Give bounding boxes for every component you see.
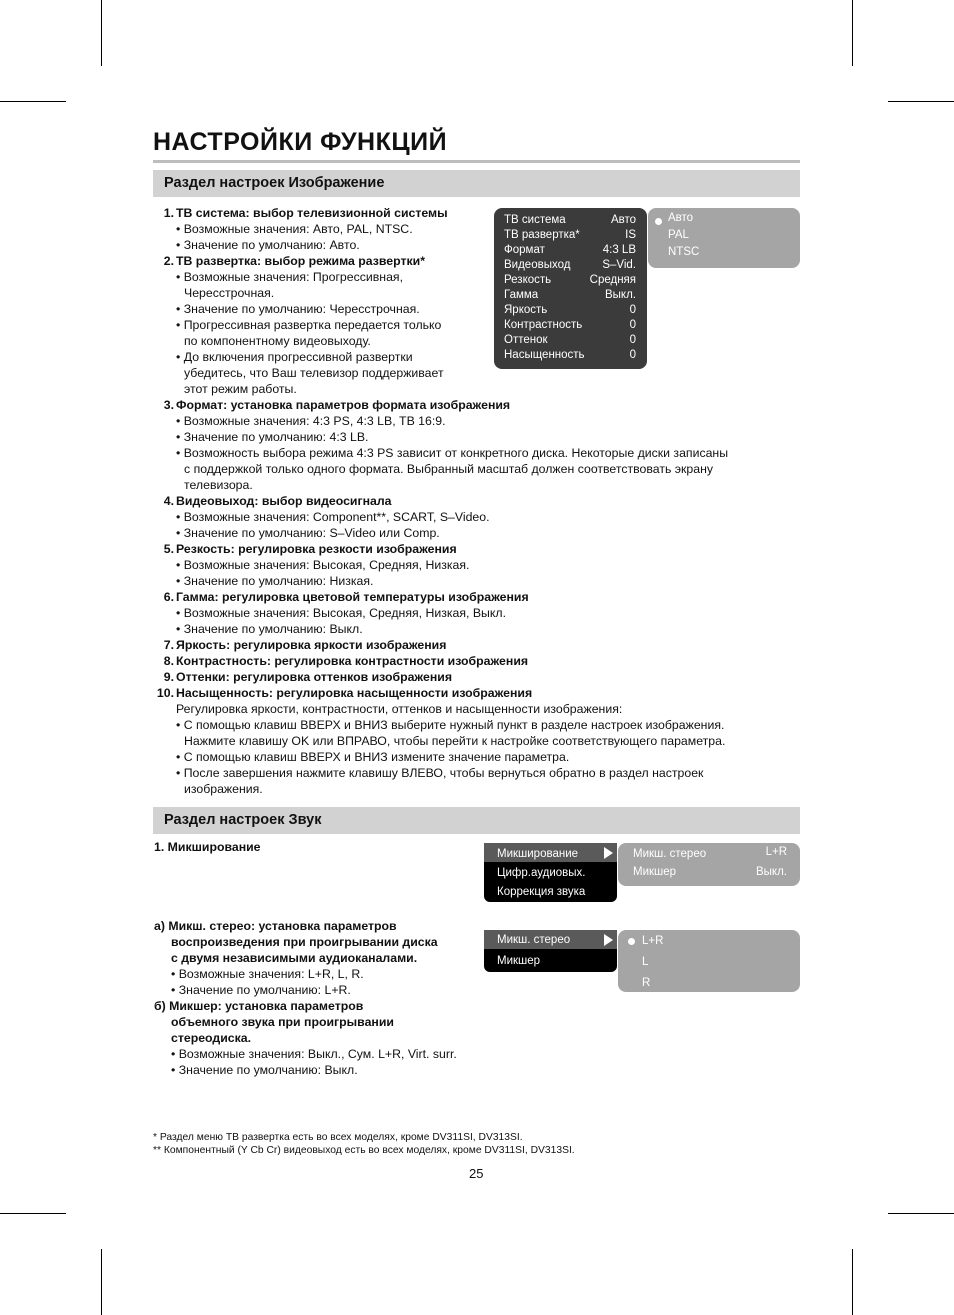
menu-item: Микш. стерео — [497, 934, 571, 946]
menu-row-value: 0 — [629, 334, 636, 346]
sound-item-line: • Значение по умолчанию: L+R. — [171, 983, 351, 997]
item-number: 3. — [163, 398, 174, 412]
item-title: ТВ развертка: выбор режима развертки* — [176, 254, 426, 268]
image-settings-menu — [494, 208, 647, 369]
item-number: 2. — [163, 254, 174, 268]
submenu-value: Выкл. — [755, 866, 787, 878]
menu-row — [504, 289, 636, 304]
menu-row — [504, 334, 636, 349]
crop-mark — [0, 1213, 66, 1214]
selected-dot-icon — [628, 938, 635, 945]
crop-mark — [852, 1249, 853, 1315]
option-item: PAL — [668, 229, 689, 241]
option-item: L — [642, 956, 649, 968]
option-item: L+R — [642, 935, 664, 947]
stereo-mix-options — [618, 930, 800, 992]
image-section-header — [153, 170, 800, 197]
item-line: • Прогрессивная развертка передается только — [176, 318, 442, 332]
selected-dot-icon — [655, 218, 662, 225]
item-title: Формат: установка параметров формата изображения — [176, 398, 511, 412]
menu-item: Микшер — [497, 955, 541, 967]
sound-section-heading: Раздел настроек Звук — [164, 812, 322, 828]
crop-mark — [101, 0, 102, 66]
item-title: Насыщенность: регулировка насыщенности изображения — [176, 686, 533, 700]
crop-mark — [0, 101, 66, 102]
item-number: 7. — [163, 638, 174, 652]
item-number: 5. — [163, 542, 174, 556]
menu-row-value: 0 — [629, 319, 636, 331]
menu-row-value: IS — [625, 229, 636, 241]
item-title: ТВ система: выбор телевизионной системы — [176, 206, 448, 220]
menu-row — [504, 349, 636, 364]
menu-item: Цифр.аудиовых. — [497, 867, 586, 879]
page-number: 25 — [469, 1166, 484, 1181]
item-line: • Возможные значения: Высокая, Средняя, Низкая. — [176, 558, 470, 572]
image-section-heading: Раздел настроек Изображение — [164, 175, 385, 191]
sound-item-title: стереодиска. — [171, 1031, 252, 1045]
menu-row — [504, 214, 636, 229]
footnote-1: * Раздел меню ТВ развертка есть во всех моделях, кроме DV311SI, DV313SI. — [153, 1132, 523, 1143]
menu-row-label: Резкость — [504, 274, 552, 286]
option-item: Авто — [668, 212, 694, 224]
item-line: • Значение по умолчанию: Низкая. — [176, 574, 374, 588]
sound-item-title: объемного звука при проигрывании — [171, 1015, 394, 1029]
item-line: • Значение по умолчанию: Авто. — [176, 238, 360, 252]
submenu-row — [633, 846, 787, 861]
menu-row-label: Видеовыход — [504, 259, 571, 271]
menu-row — [504, 304, 636, 319]
menu-row — [504, 259, 636, 274]
menu-row — [504, 319, 636, 334]
item-line: по компонентному видеовыходу. — [184, 334, 371, 348]
item-title: Резкость: регулировка резкости изображения — [176, 542, 457, 556]
menu-row — [504, 229, 636, 244]
menu-row-label: Формат — [504, 244, 545, 256]
item-line: убедитесь, что Ваш телевизор поддерживает — [184, 366, 444, 380]
crop-mark — [888, 101, 954, 102]
arrow-right-icon — [604, 847, 613, 859]
item-line: • Значение по умолчанию: S–Video или Comp. — [176, 526, 440, 540]
arrow-right-icon — [604, 934, 613, 946]
item-line: изображения. — [184, 782, 263, 796]
menu-row-value: 0 — [629, 304, 636, 316]
footnote-2: ** Компонентный (Y Cb Cr) видеовыход есть во всех моделях, кроме DV311SI, DV313SI. — [153, 1145, 575, 1156]
item-line: • С помощью клавиш ВВЕРХ и ВНИЗ выберите нужный пункт в разделе настроек изображения. — [176, 718, 725, 732]
menu-row-value: 4:3 LB — [602, 244, 636, 256]
submenu-row — [633, 866, 787, 881]
page-title: НАСТРОЙКИ ФУНКЦИЙ — [153, 128, 448, 156]
sound-item-title: а) Микш. стерео: установка параметров — [154, 919, 397, 933]
submenu-label: Микш. стерео — [633, 848, 707, 860]
title-underline — [153, 160, 800, 163]
item-line: • Значение по умолчанию: 4:3 LB. — [176, 430, 369, 444]
submenu-label: Микшер — [633, 866, 677, 878]
item-line: Регулировка яркости, контрастности, оттенков и насыщенности изображения: — [176, 702, 623, 716]
item-title: Яркость: регулировка яркости изображения — [176, 638, 447, 652]
option-item: R — [642, 977, 651, 989]
sound-section-header — [153, 807, 800, 834]
menu-row-value: S–Vid. — [602, 259, 636, 271]
menu-row-label: Яркость — [504, 304, 548, 316]
sound-item-line: • Возможные значения: Выкл., Сум. L+R, Virt. surr. — [171, 1047, 457, 1061]
crop-mark — [852, 0, 853, 66]
item-line: телевизора. — [184, 478, 253, 492]
menu-row-label: Контрастность — [504, 319, 583, 331]
menu-row-label: ТВ развертка* — [504, 229, 580, 241]
menu-row-label: Оттенок — [504, 334, 548, 346]
submenu-value: L+R — [765, 846, 787, 858]
item-line: • После завершения нажмите клавишу ВЛЕВО, чтобы вернуться обратно в раздел настроек — [176, 766, 704, 780]
item-number: 1. — [163, 206, 174, 220]
item-line: Нажмите клавишу OK или ВПРАВО, чтобы перейти к настройке соответствующего параметра. — [184, 734, 726, 748]
item-number: 6. — [163, 590, 174, 604]
item-title: Оттенки: регулировка оттенков изображения — [176, 670, 452, 684]
mixing-submenu — [618, 843, 800, 886]
item-title: Гамма: регулировка цветовой температуры изображения — [176, 590, 529, 604]
sound-item-title: с двумя независимыми аудиоканалами. — [171, 951, 418, 965]
menu-row — [504, 274, 636, 289]
sound-item-line: • Возможные значения: L+R, L, R. — [171, 967, 364, 981]
menu-row-label: ТВ система — [504, 214, 566, 226]
mixing-menu — [484, 930, 617, 972]
menu-row-value: Авто — [610, 214, 636, 226]
item-line: • Значение по умолчанию: Чересстрочная. — [176, 302, 420, 316]
menu-row — [504, 244, 636, 259]
item-line: • До включения прогрессивной развертки — [176, 350, 413, 364]
menu-row-label: Гамма — [504, 289, 539, 301]
sound-menu — [484, 843, 617, 902]
tv-system-options — [648, 208, 800, 268]
menu-item: Микширование — [497, 848, 579, 860]
mixing-heading: 1. Микширование — [154, 840, 261, 854]
menu-row-value: 0 — [629, 349, 636, 361]
menu-row-label: Насыщенность — [504, 349, 585, 361]
item-line: этот режим работы. — [184, 382, 297, 396]
sound-item-title: б) Микшер: установка параметров — [154, 999, 364, 1013]
item-line: • Возможные значения: Прогрессивная, — [176, 270, 404, 284]
item-title: Контрастность: регулировка контрастности изображения — [176, 654, 529, 668]
sound-item-line: • Значение по умолчанию: Выкл. — [171, 1063, 358, 1077]
item-number: 9. — [163, 670, 174, 684]
sound-item-title: воспроизведения при проигрывании диска — [171, 935, 438, 949]
item-line: Чересстрочная. — [184, 286, 275, 300]
crop-mark — [888, 1213, 954, 1214]
item-line: • Возможность выбора режима 4:3 PS зависит от конкретного диска. Некоторые диски записаны — [176, 446, 729, 460]
menu-item: Коррекция звука — [497, 886, 586, 898]
item-line: • С помощью клавиш ВВЕРХ и ВНИЗ измените значение параметра. — [176, 750, 570, 764]
item-line: • Возможные значения: Авто, PAL, NTSC. — [176, 222, 413, 236]
menu-row-value: Средняя — [589, 274, 636, 286]
crop-mark — [101, 1249, 102, 1315]
option-item: NTSC — [668, 246, 700, 258]
menu-row-value: Выкл. — [604, 289, 636, 301]
item-line: • Возможные значения: 4:3 PS, 4:3 LB, ТВ 16:9. — [176, 414, 446, 428]
item-line: • Возможные значения: Component**, SCART, S–Video. — [176, 510, 490, 524]
item-number: 4. — [163, 494, 174, 508]
item-line: • Возможные значения: Высокая, Средняя, Низкая, Выкл. — [176, 606, 506, 620]
item-line: с поддержкой только одного формата. Выбранный масштаб должен соответствовать экрану — [184, 462, 714, 476]
item-number: 10. — [156, 686, 174, 700]
item-line: • Значение по умолчанию: Выкл. — [176, 622, 363, 636]
item-number: 8. — [163, 654, 174, 668]
item-title: Видеовыход: выбор видеосигнала — [176, 494, 392, 508]
